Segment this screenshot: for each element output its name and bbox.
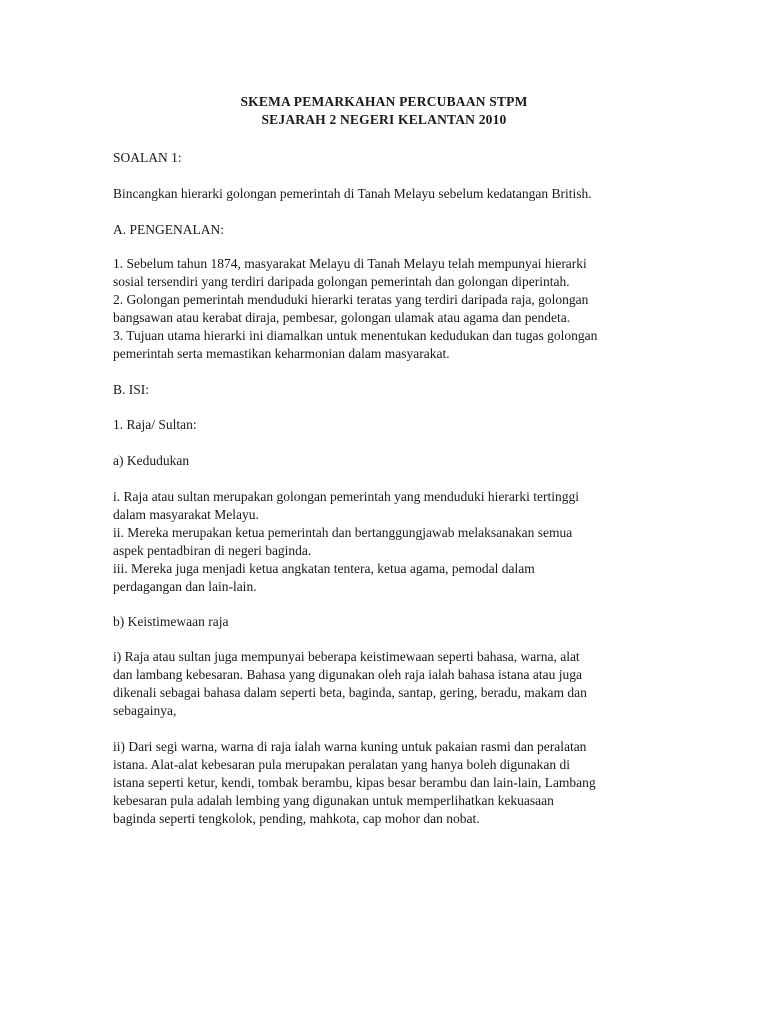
section-a-line: pemerintah serta memastikan keharmonian dalam masyarakat. <box>113 346 450 361</box>
document-title-line-2: SEJARAH 2 NEGERI KELANTAN 2010 <box>261 112 507 127</box>
section-a-line: sosial tersendiri yang terdiri daripada golongan pemerintah dan golongan diperintah. <box>113 274 570 289</box>
kedudukan-heading: a) Kedudukan <box>113 453 190 468</box>
soalan-heading: SOALAN 1: <box>113 150 182 165</box>
section-a-heading: A. PENGENALAN: <box>113 222 224 237</box>
kedudukan-line: ii. Mereka merupakan ketua pemerintah dan bertanggungjawab melaksanakan semua <box>113 525 573 540</box>
keistimewaan-para2-line: kebesaran pula adalah lembing yang digunakan untuk memperlihatkan kekuasaan <box>113 793 554 808</box>
keistimewaan-para2-line: baginda seperti tengkolok, pending, mahkota, cap mohor dan nobat. <box>113 811 480 826</box>
keistimewaan-para1-line: dikenali sebagai bahasa dalam seperti beta, baginda, santap, gering, beradu, makam dan <box>113 685 587 700</box>
keistimewaan-para1-line: dan lambang kebesaran. Bahasa yang digunakan oleh raja ialah bahasa istana atau juga <box>113 667 582 682</box>
section-a-line: 1. Sebelum tahun 1874, masyarakat Melayu di Tanah Melayu telah mempunyai hierarki <box>113 256 587 271</box>
keistimewaan-para2-line: istana seperti ketur, kendi, tombak berambu, kipas besar berambu dan lain-lain, Lambang <box>113 775 596 790</box>
keistimewaan-para1-line: sebagainya, <box>113 703 177 718</box>
section-a-line: 2. Golongan pemerintah menduduki hierarki teratas yang terdiri daripada raja, golongan <box>113 292 589 307</box>
kedudukan-line: perdagangan dan lain-lain. <box>113 579 257 594</box>
kedudukan-line: i. Raja atau sultan merupakan golongan pemerintah yang menduduki hierarki tertinggi <box>113 489 579 504</box>
section-a-line: bangsawan atau kerabat diraja, pembesar, golongan ulamak atau agama dan pendeta. <box>113 310 571 325</box>
kedudukan-line: dalam masyarakat Melayu. <box>113 507 259 522</box>
section-b-heading: B. ISI: <box>113 382 150 397</box>
keistimewaan-heading: b) Keistimewaan raja <box>113 614 229 629</box>
keistimewaan-para2-line: ii) Dari segi warna, warna di raja ialah warna kuning untuk pakaian rasmi dan peralatan <box>113 739 587 754</box>
kedudukan-line: aspek pentadbiran di negeri baginda. <box>113 543 312 558</box>
keistimewaan-para2-line: istana. Alat-alat kebesaran pula merupakan peralatan yang hanya boleh digunakan di <box>113 757 570 772</box>
section-b-subheading: 1. Raja/ Sultan: <box>113 417 197 432</box>
section-a-line: 3. Tujuan utama hierarki ini diamalkan untuk menentukan kedudukan dan tugas golongan <box>113 328 598 343</box>
keistimewaan-para1-line: i) Raja atau sultan juga mempunyai beberapa keistimewaan seperti bahasa, warna, alat <box>113 649 580 664</box>
question-text: Bincangkan hierarki golongan pemerintah di Tanah Melayu sebelum kedatangan British. <box>113 186 592 201</box>
kedudukan-line: iii. Mereka juga menjadi ketua angkatan tentera, ketua agama, pemodal dalam <box>113 561 535 576</box>
document-title-line-1: SKEMA PEMARKAHAN PERCUBAAN STPM <box>240 94 528 109</box>
